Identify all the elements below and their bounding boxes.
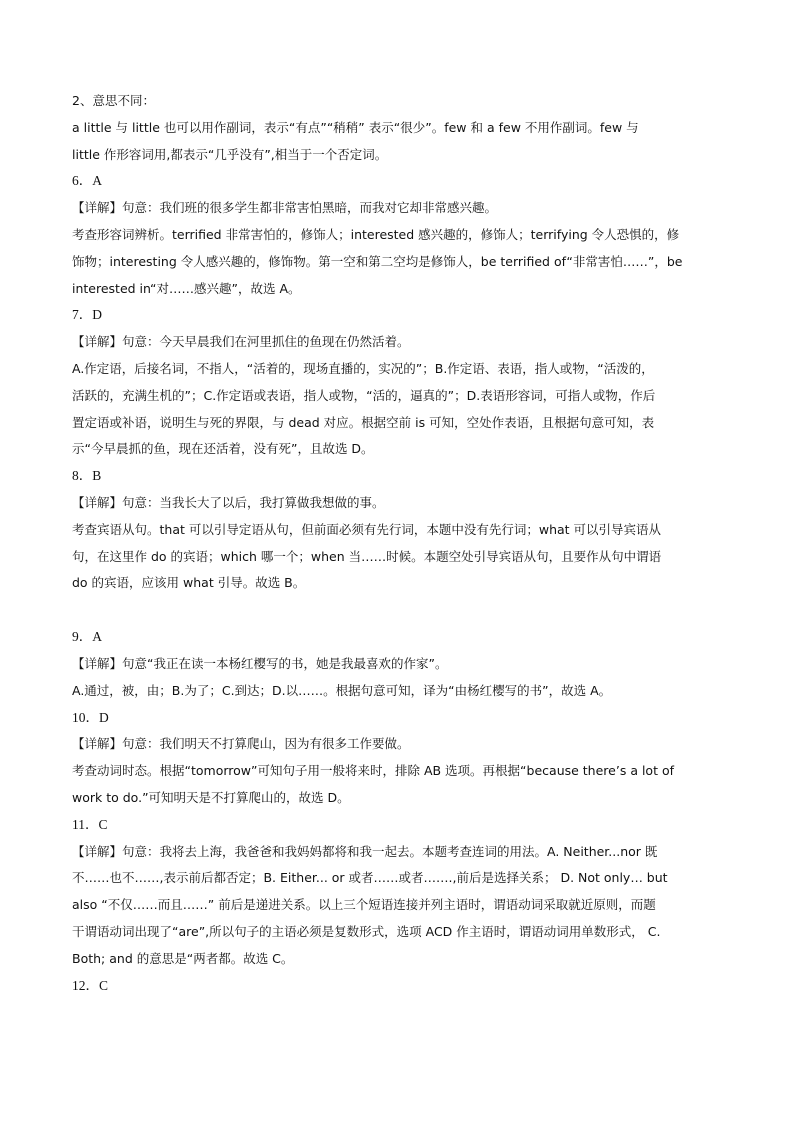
blank-line [72, 597, 724, 624]
text-line: 【详解】句意“我正在读一本杨红樱写的书，她是我最喜欢的作家”。 [72, 655, 448, 671]
text-line: Both; and 的意思是“两者都。故选 C。 [72, 950, 294, 966]
text-line: 置定语或补语，说明生与死的界限，与 dead 对应。根据空前 is 可知，空处作表语，且根据句意可知，表 [72, 414, 655, 430]
question-number: 7．D [72, 307, 102, 323]
text-line: A.通过，被，由；B.为了；C.到达；D.以……。根据句意可知，译为“由杨红樱写的书”，故选 A。 [72, 682, 612, 698]
text-line: A.作定语，后接名词，不指人，“活着的，现场直播的，实况的”；B.作定语、表语，指人或物，“活泼的， [72, 360, 654, 376]
text-line: 2、意思不同： [72, 93, 155, 108]
text-line: interested in“对……感兴趣”，故选 A。 [72, 280, 301, 296]
text-line: 考查动词时态。根据“tomorrow”可知句子用一般将来时，排除 AB 选项。再根据“because there’s a lot of [72, 763, 674, 779]
text-line: 【详解】句意：我们明天不打算爬山，因为有很多工作要做。 [72, 736, 410, 752]
text-line: 【详解】句意：当我长大了以后，我打算做我想做的事。 [72, 494, 385, 510]
question-number: 11．C [72, 816, 108, 832]
document-page [72, 88, 724, 999]
question-number: 8．B [72, 468, 102, 484]
text-line: 【详解】句意：我将去上海，我爸爸和我妈妈都将和我一起去。本题考查连词的用法。A. Neither...nor 既 [72, 843, 658, 859]
text-line: 【详解】句意：今天早晨我们在河里抓住的鱼现在仍然活着。 [72, 334, 410, 350]
question-number: 10．D [72, 709, 109, 725]
text-line: work to do.”可知明天是不打算爬山的，故选 D。 [72, 789, 350, 805]
text-line: 活跃的，充满生机的”；C.作定语或表语，指人或物，“活的，逼真的”；D.表语形容词，可指人或物，作后 [72, 387, 656, 403]
text-line: 考查形容词辨析。terrified 非常害怕的，修饰人；interested 感兴趣的，修饰人；terrifying 令人恐惧的，修 [72, 226, 680, 242]
text-line: 不……也不……,表示前后都否定；B. Either... or 或者……或者…….,前后是选择关系； D. Not only… but [72, 870, 668, 886]
text-line: 考查宾语从句。that 可以引导定语从句，但前面必须有先行词，本题中没有先行词；what 可以引导宾语从 [72, 521, 662, 537]
text-line: 句，在这里作 do 的宾语；which 哪一个；when 当……时候。本题空处引导宾语从句，且要作从句中谓语 [72, 548, 662, 564]
text-line: 示“今早晨抓的鱼，现在还活着，没有死”，且故选 D。 [72, 441, 374, 457]
text-line: 干谓语动词出现了“are”,所以句子的主语必须是复数形式，选项 ACD 作主语时，谓语动词用单数形式， C. [72, 923, 661, 939]
text-line: do 的宾语，应该用 what 引导。故选 B。 [72, 575, 306, 591]
text-line: 饰物；interesting 令人感兴趣的，修饰物。第一空和第二空均是修饰人，be terrified of“非常害怕……”，be [72, 253, 683, 269]
question-number: 6．A [72, 173, 102, 189]
text-line: a little 与 little 也可以用作副词，表示“有点”“稍稍” 表示“很少”。few 和 a few 不用作副词。few 与 [72, 119, 639, 135]
question-number: 12．C [72, 977, 109, 993]
question-number: 9．A [72, 629, 102, 645]
text-line: also “不仅……而且……” 前后是递进关系。以上三个短语连接并列主语时，谓语动词采取就近原则，而题 [72, 897, 656, 913]
text-line: little 作形容词用,都表示“几乎没有”,相当于一个否定词。 [72, 146, 388, 162]
text-line: 【详解】句意：我们班的很多学生都非常害怕黑暗，而我对它却非常感兴趣。 [72, 200, 498, 216]
